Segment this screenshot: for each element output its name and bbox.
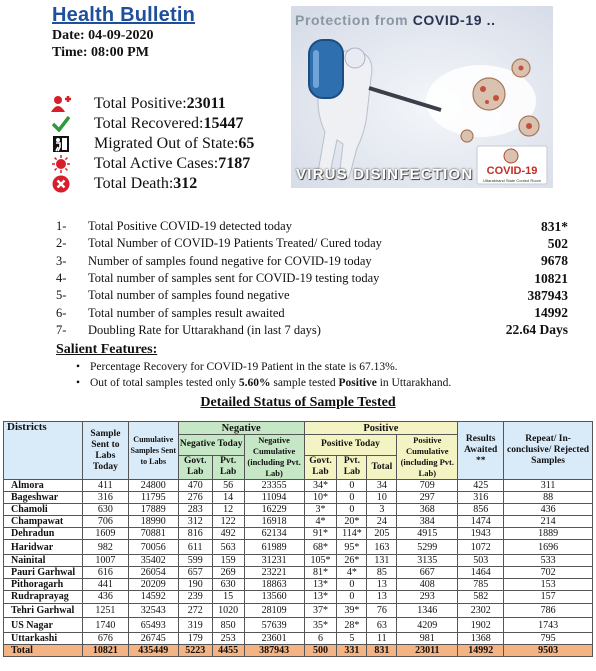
table-cell: 316 [82, 492, 128, 504]
header-negative: Negative [178, 422, 304, 435]
district-name: Rudraprayag [4, 591, 83, 603]
table-cell: 4915 [397, 528, 458, 540]
exit-icon [50, 134, 72, 154]
list-item: 4- Total number of samples sent for COVID-19 testing today 10821 [56, 270, 568, 286]
key-figures-list [56, 218, 568, 339]
total-cell: 500 [304, 645, 337, 657]
table-cell: 114* [337, 528, 367, 540]
table-title: Detailed Status of Sample Tested [200, 395, 396, 410]
list-item: 7- Doubling Rate for Uttarakhand (in last 7 days) 22.64 Days [56, 322, 568, 338]
list-item: 2- Total Number of COVID-19 Patients Treated/ Cured today 502 [56, 235, 568, 251]
table-cell: 56 [212, 480, 244, 492]
table-row [4, 504, 593, 516]
table-cell: 425 [458, 480, 504, 492]
stat-active-cases: Total Active Cases: 7187 [50, 154, 250, 174]
table-cell: 61989 [244, 540, 304, 555]
table-cell: 18863 [244, 579, 304, 591]
table-cell: 856 [458, 504, 504, 516]
table-row [4, 516, 593, 528]
table-cell: 982 [82, 540, 128, 555]
table-cell: 4* [304, 516, 337, 528]
table-cell: 15 [212, 591, 244, 603]
district-name: US Nagar [4, 618, 83, 633]
table-cell: 563 [212, 540, 244, 555]
table-cell: 384 [397, 516, 458, 528]
table-row [4, 618, 593, 633]
table-cell: 311 [504, 480, 593, 492]
table-cell: 57639 [244, 618, 304, 633]
table-cell: 582 [458, 591, 504, 603]
table-cell: 293 [397, 591, 458, 603]
total-cell: 9503 [504, 645, 593, 657]
header-positive-today: Positive Today [304, 435, 397, 456]
header-cumulative-sent: Cumulative Samples Sent to Labs [128, 422, 178, 480]
table-cell: 1696 [504, 540, 593, 555]
table-cell: 1743 [504, 618, 593, 633]
header-sample-sent-today: Sample Sent to Labs Today [82, 422, 128, 480]
table-cell: 179 [178, 632, 212, 644]
table-cell: 10* [304, 492, 337, 504]
table-cell: 62134 [244, 528, 304, 540]
banner-logo-subtext: Uttarakhand State Control Room [482, 178, 542, 183]
table-row [4, 528, 593, 540]
table-cell: 795 [504, 632, 593, 644]
table-cell: 785 [458, 579, 504, 591]
table-cell: 3 [367, 504, 397, 516]
district-name: Tehri Garhwal [4, 603, 83, 618]
table-cell: 4209 [397, 618, 458, 633]
stat-migrated-out: Migrated Out of State: 65 [50, 134, 254, 154]
table-cell: 70881 [128, 528, 178, 540]
table-cell: 239 [178, 591, 212, 603]
table-cell: 319 [178, 618, 212, 633]
header-negative-cumulative: Negative Cumulative (including Pvt. Lab) [244, 435, 304, 480]
table-cell: 95* [337, 540, 367, 555]
salient-point-recovery: • Percentage Recovery for COVID-19 Patient in the state is 67.13%. [90, 361, 398, 373]
table-cell: 12 [212, 504, 244, 516]
header-pvt-lab: Pvt. Lab [212, 455, 244, 479]
total-cell: 10821 [82, 645, 128, 657]
table-cell: 6 [304, 632, 337, 644]
table-cell: 16229 [244, 504, 304, 516]
table-cell: 163 [367, 540, 397, 555]
stat-total-recovered: Total Recovered: 15447 [50, 114, 244, 134]
table-cell: 709 [397, 480, 458, 492]
table-cell: 105* [304, 555, 337, 567]
header-negative-today: Negative Today [178, 435, 244, 456]
table-row [4, 567, 593, 579]
table-cell: 269 [212, 567, 244, 579]
table-cell: 276 [178, 492, 212, 504]
table-cell: 35* [304, 618, 337, 633]
table-cell: 436 [82, 591, 128, 603]
table-cell: 35402 [128, 555, 178, 567]
table-cell: 1740 [82, 618, 128, 633]
table-cell: 316 [458, 492, 504, 504]
table-cell: 470 [178, 480, 212, 492]
table-cell: 816 [178, 528, 212, 540]
table-cell: 0 [337, 492, 367, 504]
table-cell: 37* [304, 603, 337, 618]
table-cell: 13 [367, 579, 397, 591]
district-name: Dehradun [4, 528, 83, 540]
table-cell: 34 [367, 480, 397, 492]
table-cell: 81* [304, 567, 337, 579]
table-cell: 436 [504, 504, 593, 516]
header-results-awaited: Results Awaited ** [458, 422, 504, 480]
table-cell: 272 [178, 603, 212, 618]
table-cell: 205 [367, 528, 397, 540]
total-cell: Total [4, 645, 83, 657]
table-cell: 24800 [128, 480, 178, 492]
table-cell: 253 [212, 632, 244, 644]
table-cell: 599 [178, 555, 212, 567]
table-cell: 0 [337, 591, 367, 603]
table-cell: 3* [304, 504, 337, 516]
header-positive: Positive [304, 422, 458, 435]
table-cell: 1889 [504, 528, 593, 540]
table-cell: 63 [367, 618, 397, 633]
table-cell: 368 [397, 504, 458, 516]
table-cell: 408 [397, 579, 458, 591]
table-cell: 18990 [128, 516, 178, 528]
total-cell: 387943 [244, 645, 304, 657]
table-cell: 702 [504, 567, 593, 579]
total-cell: 23011 [397, 645, 458, 657]
table-row [4, 492, 593, 504]
user-plus-icon [50, 94, 72, 114]
table-cell: 131 [367, 555, 397, 567]
total-cell: 831 [367, 645, 397, 657]
table-cell: 1368 [458, 632, 504, 644]
table-cell: 657 [178, 567, 212, 579]
district-name: Pauri Garhwal [4, 567, 83, 579]
table-cell: 0 [337, 579, 367, 591]
header-positive-cumulative: Positive Cumulative (including Pvt. Lab) [397, 435, 458, 480]
total-cell: 4455 [212, 645, 244, 657]
table-cell: 65493 [128, 618, 178, 633]
table-cell: 667 [397, 567, 458, 579]
checkmark-icon [50, 114, 72, 134]
table-cell: 11 [367, 632, 397, 644]
list-item: 1- Total Positive COVID-19 detected today 831* [56, 218, 568, 234]
table-cell: 1474 [458, 516, 504, 528]
district-name: Almora [4, 480, 83, 492]
table-cell: 411 [82, 480, 128, 492]
header-pvt-lab-positive: Pvt. Lab [337, 455, 367, 479]
table-cell: 13* [304, 579, 337, 591]
sample-status-table [3, 421, 593, 657]
list-item: 6- Total number of samples result awaited 14992 [56, 305, 568, 321]
table-cell: 1609 [82, 528, 128, 540]
table-cell: 312 [178, 516, 212, 528]
table-cell: 122 [212, 516, 244, 528]
table-cell: 981 [397, 632, 458, 644]
virus-icon [50, 154, 72, 174]
table-cell: 11795 [128, 492, 178, 504]
table-cell: 26* [337, 555, 367, 567]
table-cell: 503 [458, 555, 504, 567]
table-cell: 616 [82, 567, 128, 579]
table-cell: 68* [304, 540, 337, 555]
table-cell: 676 [82, 632, 128, 644]
table-cell: 5299 [397, 540, 458, 555]
table-cell: 1902 [458, 618, 504, 633]
table-cell: 1007 [82, 555, 128, 567]
table-cell: 3135 [397, 555, 458, 567]
table-cell: 533 [504, 555, 593, 567]
table-cell: 88 [504, 492, 593, 504]
table-cell: 159 [212, 555, 244, 567]
table-cell: 2302 [458, 603, 504, 618]
table-cell: 441 [82, 579, 128, 591]
header-districts: Districts [4, 422, 83, 480]
table-cell: 24 [367, 516, 397, 528]
table-cell: 13* [304, 591, 337, 603]
district-name: Bageshwar [4, 492, 83, 504]
table-cell: 0 [337, 504, 367, 516]
table-row [4, 555, 593, 567]
close-circle-icon [50, 174, 72, 194]
banner-logo-text: COVID-19 [486, 165, 538, 177]
table-cell: 630 [82, 504, 128, 516]
table-cell: 850 [212, 618, 244, 633]
table-cell: 1072 [458, 540, 504, 555]
total-cell: 435449 [128, 645, 178, 657]
banner-caption: Protection from COVID-19 .. [295, 12, 496, 28]
table-row [4, 591, 593, 603]
table-cell: 4* [337, 567, 367, 579]
district-name: Uttarkashi [4, 632, 83, 644]
salient-point-positivity: • Out of total samples tested only 5.60% sample tested Positive in Uttarakhand. [90, 377, 451, 389]
table-row [4, 579, 593, 591]
table-cell: 76 [367, 603, 397, 618]
table-cell: 611 [178, 540, 212, 555]
list-item: 5- Total number of samples found negative 387943 [56, 287, 568, 303]
table-cell: 1943 [458, 528, 504, 540]
table-cell: 39* [337, 603, 367, 618]
table-cell: 23221 [244, 567, 304, 579]
bulletin-time: Time: 08:00 PM [52, 45, 149, 60]
table-cell: 492 [212, 528, 244, 540]
table-cell: 23601 [244, 632, 304, 644]
table-cell: 706 [82, 516, 128, 528]
table-cell: 1020 [212, 603, 244, 618]
table-cell: 26745 [128, 632, 178, 644]
table-cell: 70056 [128, 540, 178, 555]
bulletin-date: Date: 04-09-2020 [52, 28, 154, 43]
table-cell: 13 [367, 591, 397, 603]
table-cell: 23355 [244, 480, 304, 492]
bulletin-title: Health Bulletin [52, 4, 196, 26]
table-cell: 16918 [244, 516, 304, 528]
district-name: Nainital [4, 555, 83, 567]
header-total-positive: Total [367, 455, 397, 479]
table-cell: 85 [367, 567, 397, 579]
table-cell: 28* [337, 618, 367, 633]
table-cell: 32543 [128, 603, 178, 618]
total-cell: 5223 [178, 645, 212, 657]
table-cell: 26054 [128, 567, 178, 579]
table-cell: 153 [504, 579, 593, 591]
district-name: Chamoli [4, 504, 83, 516]
table-cell: 214 [504, 516, 593, 528]
table-row [4, 480, 593, 492]
table-cell: 34* [304, 480, 337, 492]
district-name: Pithoragarh [4, 579, 83, 591]
table-cell: 157 [504, 591, 593, 603]
table-cell: 10 [367, 492, 397, 504]
table-cell: 283 [178, 504, 212, 516]
table-cell: 13560 [244, 591, 304, 603]
banner-title: VIRUS DISINFECTION [296, 166, 474, 183]
table-cell: 31231 [244, 555, 304, 567]
list-item: 3- Number of samples found negative for COVID-19 today 9678 [56, 253, 568, 269]
table-cell: 11094 [244, 492, 304, 504]
table-cell: 17889 [128, 504, 178, 516]
table-cell: 630 [212, 579, 244, 591]
table-cell: 0 [337, 480, 367, 492]
virus-disinfection-banner [291, 6, 553, 188]
table-cell: 14592 [128, 591, 178, 603]
district-name: Champawat [4, 516, 83, 528]
table-cell: 297 [397, 492, 458, 504]
table-cell: 786 [504, 603, 593, 618]
table-cell: 1464 [458, 567, 504, 579]
table-cell: 20* [337, 516, 367, 528]
table-row [4, 632, 593, 644]
header-govt-lab-positive: Govt. Lab [304, 455, 337, 479]
table-cell: 5 [337, 632, 367, 644]
table-cell: 1251 [82, 603, 128, 618]
stat-total-death: Total Death: 312 [50, 174, 197, 194]
stat-total-positive: Total Positive: 23011 [50, 94, 226, 114]
header-repeat-rejected: Repeat/ In-conclusive/ Rejected Samples [504, 422, 593, 480]
district-name: Haridwar [4, 540, 83, 555]
table-row [4, 540, 593, 555]
table-cell: 14 [212, 492, 244, 504]
table-cell: 20209 [128, 579, 178, 591]
header-govt-lab: Govt. Lab [178, 455, 212, 479]
table-cell: 1346 [397, 603, 458, 618]
table-cell: 91* [304, 528, 337, 540]
salient-features-heading: Salient Features: [56, 342, 158, 357]
table-cell: 28109 [244, 603, 304, 618]
total-cell: 14992 [458, 645, 504, 657]
table-cell: 190 [178, 579, 212, 591]
table-row [4, 603, 593, 618]
total-cell: 331 [337, 645, 367, 657]
